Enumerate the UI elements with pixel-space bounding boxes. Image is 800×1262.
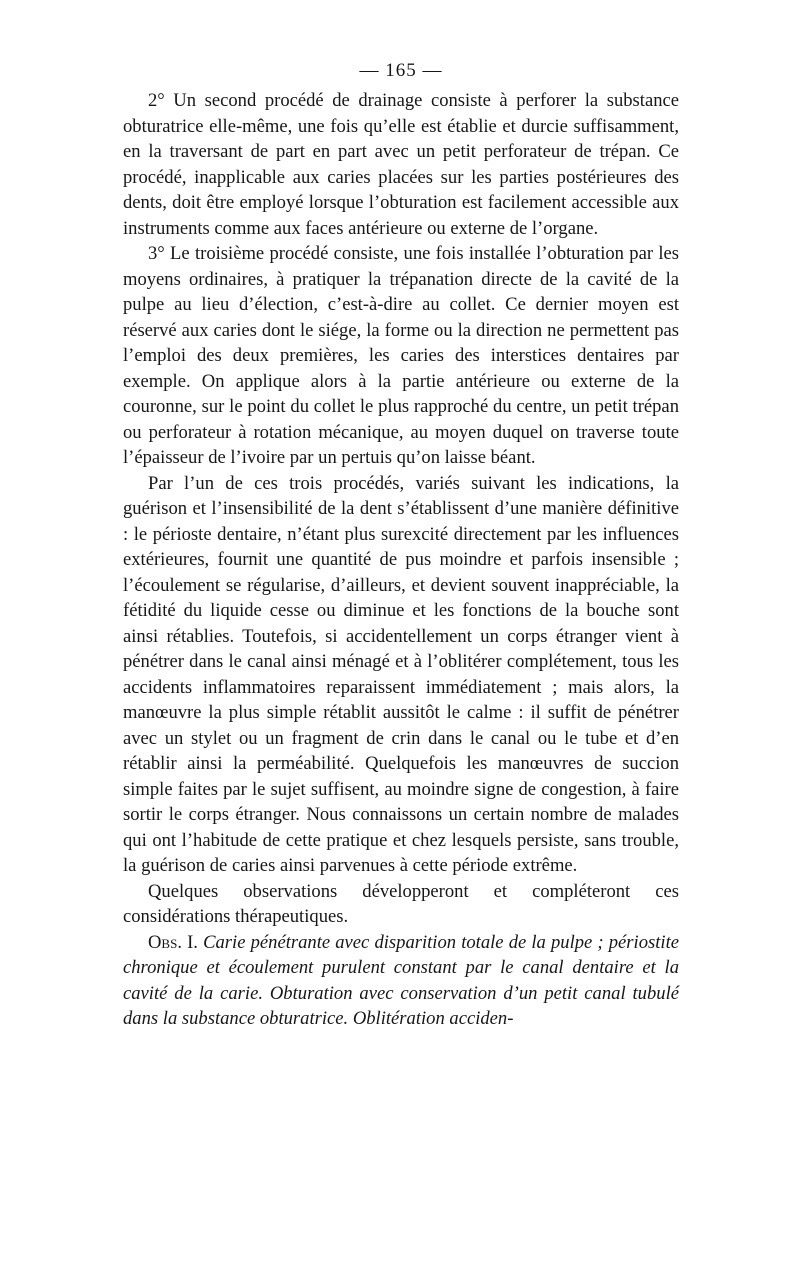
document-page [123, 58, 679, 1032]
page-number: — 165 — [359, 60, 443, 81]
observation-paragraph [123, 930, 679, 1032]
observation-label: Obs. I. [148, 931, 198, 953]
observation-title: Carie pénétrante avec disparition totale de la pulpe ; périostite chronique et écoulement purulent constant par le canal dentaire et la cavité de la carie. Obturation avec conservation d’un petit canal tubulé dans la substance obturatrice. Oblitération acciden- [123, 931, 679, 1029]
paragraph-third-procedure: 3° Le troisième procédé consiste, une fois installée l’obturation par les moyens ordinaires, à pratiquer la trépanation directe de la cavité de la pulpe au lieu d’élection, c’est-à-dire au collet. Ce dernier moyen est réservé aux caries dont le siége, la forme ou la direction ne permettent pas l’emploi des deux premières, les caries des interstices dentaires par exemple. On applique alors à la partie antérieure ou externe de la couronne, sur le point du collet le plus rapproché du centre, un petit trépan ou perforateur à rotation mécanique, au moyen duquel on traverse toute l’épaisseur de l’ivoire par un pertuis qu’on laisse béant. [123, 243, 679, 468]
paragraph-observations-intro: Quelques observations développeront et compléteront ces considérations thérapeutiques. [123, 880, 679, 927]
paragraph-healing: Par l’un de ces trois procédés, variés suivant les indications, la guérison et l’insensibilité de la dent s’établissent d’une manière définitive : le périoste dentaire, n’étant plus surexcité directement par les influences extérieures, fournit une quantité de pus moindre et parfois insensible ; l’écoulement se régularise, d’ailleurs, et devient souvent inappréciable, la fétidité du liquide cesse ou diminue et les fonctions de la bouche sont ainsi rétablies. Toutefois, si accidentellement un corps étranger vient à pénétrer dans le canal ainsi ménagé et à l’oblitérer complétement, tous les accidents inflammatoires reparaissent immédiatement ; mais alors, la manœuvre la plus simple rétablit aussitôt le calme : il suffit de pénétrer avec un stylet ou un fragment de crin dans le canal ou le tube et d’en rétablir ainsi la perméabilité. Quelquefois les manœuvres de succion simple faites par le sujet suffisent, au moindre signe de congestion, à faire sortir le corps étranger. Nous connaissons un certain nombre de malades qui ont l’habitude de cette pratique et chez lesquels persiste, sans trouble, la guérison de caries ainsi parvenues à cette période extrême. [123, 472, 679, 876]
paragraph-second-procedure: 2° Un second procédé de drainage consiste à perforer la substance obturatrice elle-même, une fois qu’elle est établie et durcie suffisamment, en la traversant de part en part avec un petit perforateur de trépan. Ce procédé, inapplicable aux caries placées sur les parties postérieures des dents, doit être employé lorsque l’obturation est facilement accessible aux instruments comme aux faces antérieure ou externe de l’organe. [123, 90, 679, 239]
